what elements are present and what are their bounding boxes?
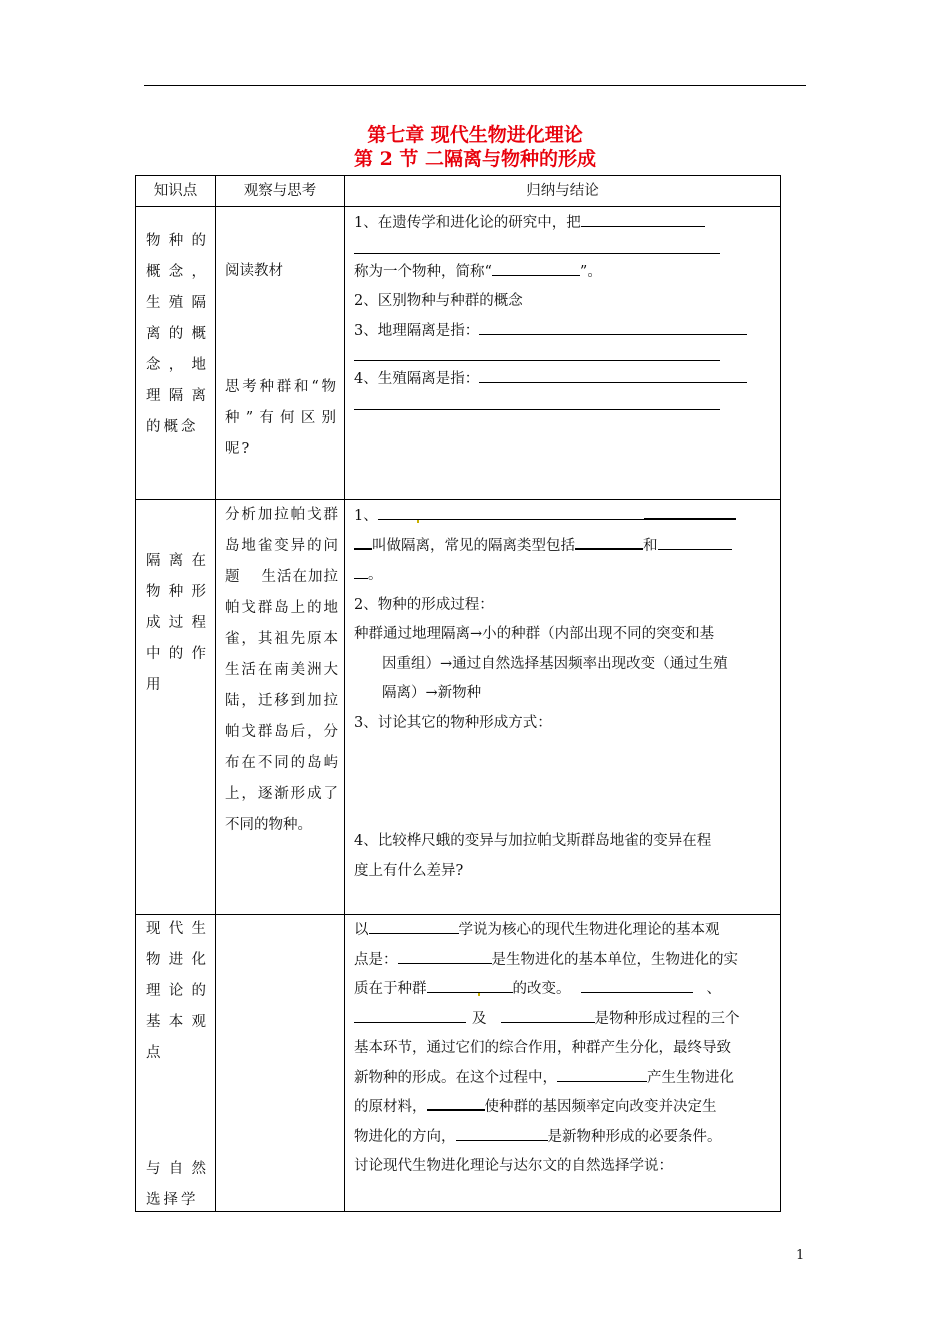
speck-mark [417, 520, 419, 523]
fill-blank[interactable] [398, 949, 492, 964]
page-number: 1 [796, 1248, 805, 1263]
row3-text: 新物种的形成。在这个过程中， [354, 1069, 557, 1086]
row3-text: 及 [472, 1010, 487, 1027]
row2-c2-body-2: 因重组）→通过自然选择基因频率出现改变（通过生殖 [382, 655, 728, 672]
fill-blank[interactable] [479, 978, 513, 993]
fill-blank[interactable] [354, 239, 720, 254]
section-title: 第 2 节 二隔离与物种的形成 [353, 148, 597, 170]
header-rule [144, 85, 806, 86]
row1-observe-read: 阅读教材 [225, 263, 283, 279]
fill-blank[interactable] [557, 1067, 647, 1082]
row2-c2-title: 2、物种的形成过程： [354, 596, 494, 613]
row3-text: 是新物种形成的必要条件。 [547, 1128, 722, 1145]
fill-blank[interactable] [581, 212, 705, 227]
fill-blank[interactable] [378, 505, 418, 520]
fill-blank[interactable] [369, 919, 459, 934]
row3-text: 的原材料， [354, 1099, 427, 1115]
column-divider [215, 176, 216, 1211]
fill-blank[interactable] [456, 1126, 548, 1141]
fill-blank[interactable] [354, 564, 368, 579]
chapter-title: 第七章 现代生物进化理论 [367, 124, 583, 146]
row2-c4-line1: 4、比较桦尺蛾的变异与加拉帕戈斯群岛地雀的变异在程 [354, 833, 712, 849]
header-observe: 观察与思考 [243, 183, 317, 199]
row1-c2: 2、区别物种与种群的概念 [354, 293, 523, 309]
row-divider [136, 206, 780, 207]
row3-text: 学说为核心的现代生物进化理论的基本观 [458, 922, 720, 938]
row1-c1-suffix-b: ”。 [579, 263, 602, 280]
row2-c1-and: 和 [643, 537, 658, 554]
row3-text: 点是： [354, 951, 398, 968]
row2-conclusion [354, 502, 774, 886]
row-divider [136, 914, 780, 915]
row3-text: 使种群的基因频率定向改变并决定生 [484, 1099, 717, 1115]
row2-c4-line2: 度上有什么差异? [354, 862, 464, 879]
fill-blank[interactable] [644, 504, 736, 520]
fill-blank[interactable] [418, 505, 644, 520]
fill-blank[interactable] [354, 395, 720, 410]
row1-c3: 3、地理隔离是指： [354, 322, 480, 339]
fill-blank[interactable] [479, 368, 747, 383]
row2-c1-end: 。 [368, 567, 383, 583]
fill-blank[interactable] [492, 261, 580, 276]
row1-observe-think: 思考种群和“物种”有何区别呢? [225, 379, 338, 457]
fill-blank[interactable] [575, 534, 643, 550]
row1-c1-prefix: 1、在遗传学和进化论的研究中，把 [354, 215, 581, 231]
row3-topic-cont: 与自然选择学 [146, 1161, 209, 1208]
fill-blank[interactable] [427, 978, 479, 993]
row2-c1-prefix: 1、 [354, 508, 378, 524]
row2-c2-body-3: 隔离）→新物种 [382, 685, 482, 701]
row2-c1-mid: 叫做隔离，常见的隔离类型包括 [372, 537, 575, 554]
column-divider [344, 176, 345, 1211]
row3-text: 物进化的方向， [354, 1128, 456, 1145]
row3-text: 是生物进化的基本单位，生物进化的实 [491, 951, 738, 968]
row3-text: 基本环节，通过它们的综合作用，种群产生分化，最终导致 [354, 1040, 731, 1056]
row2-c2-body-1: 种群通过地理隔离→小的种群（内部出现不同的突变和基 [354, 626, 715, 642]
fill-blank[interactable] [479, 320, 747, 335]
row2-topic: 隔离在物种形成过程中的作用 [146, 553, 209, 693]
row3-topic: 现代生物进化理论的基本观点 [146, 921, 209, 1061]
row1-c1-suffix-a: 称为一个物种，简称“ [354, 263, 492, 280]
speck-mark [478, 993, 480, 996]
study-table [135, 175, 781, 1212]
row1-topic: 物种的概念，生殖隔离的概念，地理隔离的概念 [146, 233, 209, 435]
row3-text: 是物种形成过程的三个 [594, 1010, 740, 1027]
row1-c4: 4、生殖隔离是指： [354, 371, 480, 387]
row3-text: 、 [706, 981, 721, 997]
row2-c3: 3、讨论其它的物种形成方式： [354, 714, 552, 731]
row3-text: 讨论现代生物进化理论与达尔文的自然选择学说： [354, 1158, 673, 1174]
row3-text: 产生生物进化 [647, 1069, 734, 1086]
row1-conclusion [354, 209, 774, 410]
row3-conclusion [354, 916, 774, 1182]
header-topic: 知识点 [153, 183, 198, 199]
header-conclusion: 归纳与结论 [526, 183, 599, 199]
row3-text: 以 [354, 922, 369, 938]
fill-blank[interactable] [354, 346, 720, 361]
row2-observe: 分析加拉帕戈群岛地雀变异的问题 生活在加拉帕戈群岛上的地雀，其祖先原本生活在南美洲大陆，迁移到加拉帕戈群岛后，分布在不同的岛屿上，逐渐形成了不同的物种。 [225, 507, 338, 833]
row3-text: 的改变。 [512, 981, 571, 997]
fill-blank[interactable] [354, 534, 372, 550]
fill-blank[interactable] [427, 1095, 485, 1111]
fill-blank[interactable] [354, 1008, 466, 1023]
fill-blank[interactable] [658, 535, 732, 550]
row3-text: 质在于种群 [354, 981, 427, 997]
fill-blank[interactable] [581, 978, 693, 993]
fill-blank[interactable] [501, 1008, 595, 1023]
